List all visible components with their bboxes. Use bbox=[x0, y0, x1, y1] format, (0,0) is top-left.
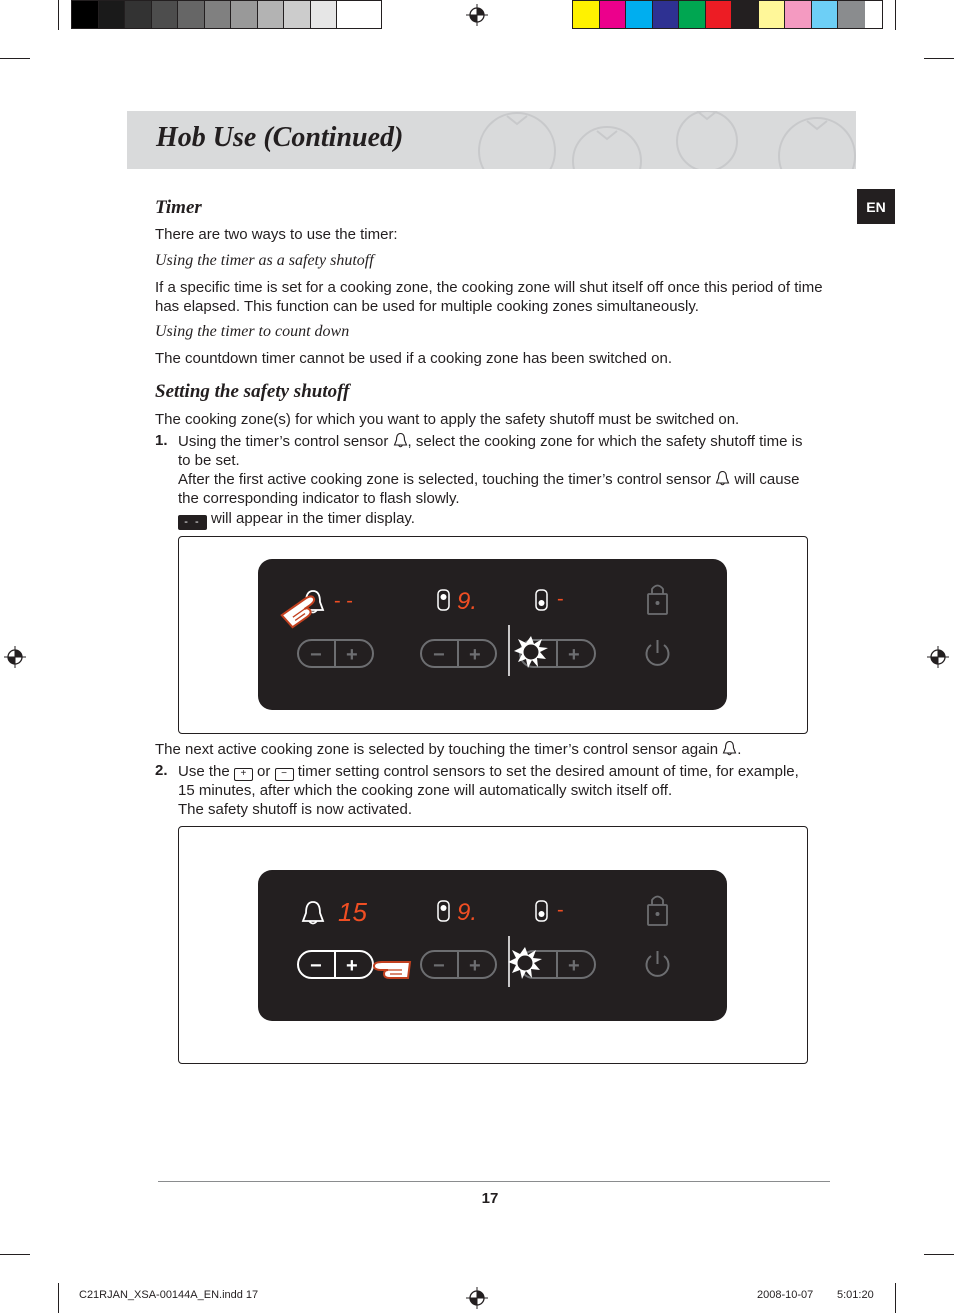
color-swatch bbox=[258, 1, 285, 28]
svg-text:−: − bbox=[310, 644, 322, 666]
step2-text-c: The safety shutoff is now activated. bbox=[178, 801, 413, 818]
zone1-display: 9. bbox=[457, 588, 478, 615]
slug-file: C21RJAN_XSA-00144A_EN.indd 17 bbox=[79, 1289, 259, 1301]
color-swatch bbox=[573, 1, 600, 28]
pointing-hand-icon bbox=[374, 962, 410, 978]
step1-text-e: will appear in the timer display. bbox=[211, 510, 415, 527]
language-tab: EN bbox=[857, 189, 895, 224]
control-panel-2 bbox=[258, 870, 727, 1021]
crop-mark bbox=[58, 0, 59, 30]
page-title: Hob Use (Continued) bbox=[156, 122, 404, 153]
crop-mark bbox=[924, 1254, 954, 1255]
zone2-display: - bbox=[557, 588, 564, 610]
timer-intro: There are two ways to use the timer: bbox=[155, 226, 398, 243]
color-swatch bbox=[125, 1, 152, 28]
next-zone-text-a: The next active cooking zone is selected by touching the timer’s control sensor again bbox=[155, 741, 719, 758]
color-bar bbox=[572, 0, 883, 29]
timer-display-digits: - - bbox=[334, 590, 353, 612]
svg-text:−: − bbox=[433, 644, 445, 666]
timer-display-digits: 15 bbox=[338, 897, 367, 927]
svg-text:−: − bbox=[433, 955, 445, 977]
countdown-subheading: Using the timer to count down bbox=[155, 323, 350, 340]
crop-mark bbox=[895, 1283, 896, 1313]
grayscale-bar bbox=[71, 0, 382, 29]
tomato-watermark-icon bbox=[457, 111, 856, 169]
page-header bbox=[127, 111, 856, 169]
step1-text-c: After the first active cooking zone is selected, touching the timer’s control sensor bbox=[178, 471, 712, 488]
step2-text-or: or bbox=[257, 763, 271, 780]
crop-mark bbox=[895, 0, 896, 30]
svg-text:+: + bbox=[346, 955, 358, 977]
plus-sensor-icon: + bbox=[234, 768, 253, 781]
color-swatch bbox=[679, 1, 706, 28]
color-swatch bbox=[706, 1, 733, 28]
control-panel-1 bbox=[258, 559, 727, 710]
footer-rule bbox=[158, 1181, 830, 1182]
registration-target-icon bbox=[927, 646, 949, 668]
minus-sensor-icon: − bbox=[275, 768, 294, 781]
color-swatch bbox=[759, 1, 786, 28]
safety-shutoff-paragraph: If a specific time is set for a cooking zone, the cooking zone will shut itself off once this period of time has elapsed. This function can be used for multiple cooking zones simultaneously. bbox=[155, 279, 823, 315]
svg-text:+: + bbox=[469, 644, 481, 666]
svg-text:+: + bbox=[568, 955, 580, 977]
zone2-display: - bbox=[557, 899, 564, 921]
step2-text-a: Use the bbox=[178, 763, 230, 780]
crop-mark bbox=[0, 1254, 30, 1255]
color-swatch bbox=[812, 1, 839, 28]
svg-text:+: + bbox=[346, 644, 358, 666]
registration-target-icon bbox=[466, 1287, 488, 1309]
bell-icon bbox=[393, 432, 408, 449]
crop-mark bbox=[924, 58, 954, 59]
step1-text-d: will cause the corresponding indicator to flash slowly. bbox=[178, 471, 800, 507]
step1-text bbox=[178, 432, 818, 470]
zone1-display: 9. bbox=[457, 899, 478, 926]
color-swatch bbox=[205, 1, 232, 28]
color-swatch bbox=[311, 1, 338, 28]
color-swatch bbox=[337, 1, 364, 28]
countdown-paragraph: The countdown timer cannot be used if a cooking zone has been switched on. bbox=[155, 350, 672, 367]
step2-text-b: timer setting control sensors to set the desired amount of time, for example, 15 minutes, after which the cooking zone will automatically switch itself off. bbox=[178, 763, 799, 799]
next-zone-text-end: . bbox=[737, 741, 742, 758]
color-swatch bbox=[99, 1, 126, 28]
color-swatch bbox=[72, 1, 99, 28]
color-swatch bbox=[284, 1, 311, 28]
color-swatch bbox=[152, 1, 179, 28]
color-swatch bbox=[600, 1, 627, 28]
step1-text-a: Using the timer’s control sensor bbox=[178, 433, 389, 450]
safety-shutoff-subheading: Using the timer as a safety shutoff bbox=[155, 252, 374, 269]
slug-date: 2008-10-07 bbox=[757, 1289, 814, 1301]
bell-icon bbox=[722, 740, 737, 757]
color-swatch bbox=[785, 1, 812, 28]
step-number: 1. bbox=[155, 432, 168, 449]
slug-time: 5:01:20 bbox=[837, 1289, 874, 1301]
color-swatch bbox=[838, 1, 865, 28]
registration-target-icon bbox=[4, 646, 26, 668]
crop-mark bbox=[58, 1283, 59, 1313]
step1-display-note bbox=[178, 509, 818, 530]
timer-bell-icon bbox=[303, 902, 323, 924]
color-swatch bbox=[178, 1, 205, 28]
color-swatch bbox=[626, 1, 653, 28]
svg-text:+: + bbox=[568, 644, 580, 666]
bell-icon bbox=[715, 470, 730, 487]
page-number: 17 bbox=[481, 1190, 499, 1207]
dash-display-icon: - - bbox=[178, 515, 207, 530]
safety-intro: The cooking zone(s) for which you want to apply the safety shutoff must be switched on. bbox=[155, 411, 740, 428]
svg-text:+: + bbox=[469, 955, 481, 977]
control-panel-1-graphic bbox=[258, 559, 727, 710]
color-swatch bbox=[231, 1, 258, 28]
step1-text-b: , select the cooking zone for which the safety shutoff time is to be set. bbox=[178, 433, 803, 469]
next-zone-text bbox=[155, 740, 825, 759]
step-number: 2. bbox=[155, 762, 168, 779]
step2-text bbox=[178, 762, 818, 800]
color-swatch bbox=[732, 1, 759, 28]
registration-target-icon bbox=[466, 4, 488, 26]
safety-heading: Setting the safety shutoff bbox=[155, 381, 350, 402]
step1-text-continued bbox=[178, 470, 818, 508]
color-swatch bbox=[653, 1, 680, 28]
control-panel-2-graphic bbox=[258, 870, 727, 1021]
svg-text:−: − bbox=[310, 955, 322, 977]
timer-heading: Timer bbox=[155, 197, 202, 218]
crop-mark bbox=[0, 58, 30, 59]
